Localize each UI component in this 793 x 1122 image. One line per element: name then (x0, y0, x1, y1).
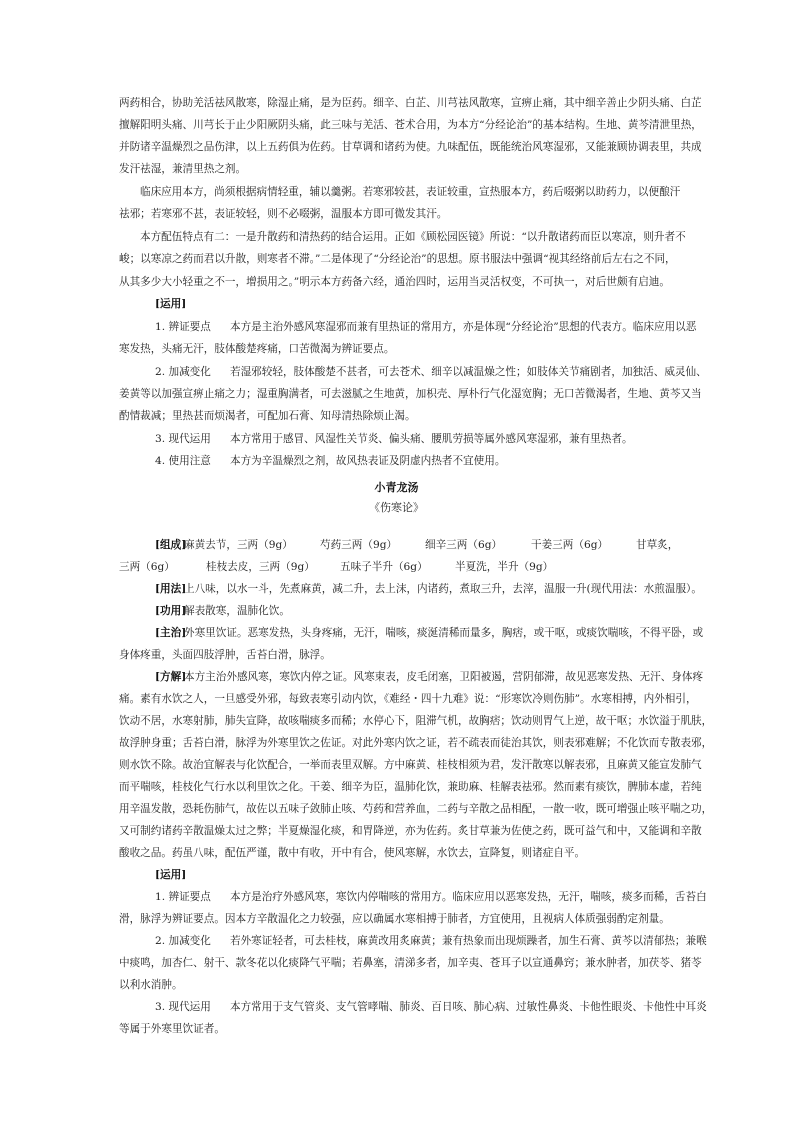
text-line: 擅解阳明头痛、川芎长于止少阳厥阴头痛，此三味与羌活、苍术合用，为本方“分经论治”的基本结构。生地、黄芩清泄里热， (119, 119, 702, 131)
usage-item: 1. 辨证要点 本方是主治外感风寒湿邪而兼有里热证的常用方，亦是体现“分经论治”思想的代表方。临床应用以恶 (0, 316, 793, 338)
text-line: 而平喘咳，桂枝化气行水以利里饮之化。干姜、细辛为臣，温肺化饮，兼助麻、桂解表祛邪。然而素有痰饮，脾肺本虚，若纯 (119, 781, 702, 793)
text-line: 临床应用本方，尚须根据病情轻重，辅以羹粥。若寒邪较甚，表证较重，宣热服本方，药后啜粥以助药力，以便酿汗 (140, 186, 681, 198)
formula-source: 《伤寒论》 (369, 501, 424, 514)
section-label-composition: [组成] (155, 539, 187, 551)
text-line: 中痰鸣，加杏仁、射干、款冬花以化痰降气平喘；若鼻塞，清涕多者，加辛夷、苍耳子以宣通鼻窍；兼水肿者，加茯苓、猪苓 (119, 957, 702, 969)
text-line: 等属于外寒里饮证者。 (119, 1023, 225, 1035)
usage-item-label: 2. 加减变化 (155, 366, 211, 378)
composition-row (0, 534, 793, 556)
text-line: 姜黄等以加强宣痹止痛之力；湿重胸满者，可去滋腻之生地黄，加枳壳、厚朴行气化湿宽胸；无口苦微渴者，生地、黄芩又当 (119, 388, 702, 400)
section-label-indication: [主治] (155, 627, 187, 639)
indication-line: [主治] 外寒里饮证。恶寒发热，头身疼痛，无汗，喘咳，痰涎清稀而量多，胸痞，或干呕，或痰饮喘咳，不得平卧，或 (0, 622, 793, 644)
usage-item-label: 1. 辨证要点 (155, 891, 211, 903)
formula-title: 小青龙汤 (374, 481, 419, 494)
text-line: 发汗祛湿，兼清里热之剂。 (119, 163, 247, 175)
section-heading-usage: [运用] (155, 869, 187, 881)
usage-item: 1. 辨证要点 本方是治疗外感风寒，寒饮内停喘咳的常用方。临床应用以恶寒发热，无汗，喘咳，痰多而稀，舌苔白 (0, 886, 793, 908)
text-line: 饮动不居，水寒射肺，肺失宣降，故咳喘痰多而稀；水停心下，阻滞气机，故胸痞；饮动则胃气上逆，故干呕；水饮溢于肌肤， (119, 715, 713, 727)
usage-item: 3. 现代运用 本方常用于感冒、风湿性关节炎、偏头痛、腰肌劳损等属外感风寒湿邪，兼有里热者。 (0, 428, 793, 450)
ingredient: 麻黄去节，三两（9g） (184, 539, 293, 551)
section-label-analysis: [方解] (155, 671, 187, 683)
usage-item-label: 3. 现代运用 (155, 1001, 211, 1013)
text-line: 本方配伍特点有二：一是升散药和清热药的结合运用。正如《顾松园医镜》所说：“以升散诸药而臣以寒凉，则升者不 (140, 231, 686, 243)
usage-item: 4. 使用注意 本方为辛温燥烈之剂，故风热表证及阴虚内热者不宜使用。 (0, 450, 793, 472)
text-line: 两药相合，协助羌活祛风散寒，除湿止痛，是为臣药。细辛、白芷、川芎祛风散寒，宣痹止痛，其中细辛善止少阴头痛、白芷 (119, 97, 702, 109)
usage-item: 3. 现代运用 本方常用于支气管炎、支气管哮喘、肺炎、百日咳、肺心病、过敏性鼻炎、卡他性眼炎、卡他性中耳炎 (0, 996, 793, 1018)
ingredient: 甘草炙， (636, 539, 679, 551)
function-line: [功用] 解表散寒，温肺化饮。 (0, 600, 793, 622)
text-line: 身体疼重，头面四肢浮肿，舌苔白滑，脉浮。 (119, 649, 331, 661)
text-line: 用辛温发散，恐耗伤肺气，故佐以五味子敛肺止咳、芍药和营养血，二药与辛散之品相配，一散一收，既可增强止咳平喘之功， (119, 803, 713, 815)
usage-item-label: 1. 辨证要点 (155, 321, 211, 333)
usage-item-label: 2. 加减变化 (155, 935, 211, 947)
text-line: 又可制约诸药辛散温燥太过之弊；半夏燥湿化痰，和胃降逆，亦为佐药。炙甘草兼为佐使之药，既可益气和中，又能调和辛散 (119, 825, 702, 837)
ingredient: 细辛三两（6g） (425, 539, 503, 551)
usage-item: 2. 加减变化 若湿邪较轻，肢体酸楚不甚者，可去苍术、细辛以减温燥之性；如肢体关节痛剧者，加独活、威灵仙、 (0, 361, 793, 383)
usage-item: 2. 加减变化 若外寒证轻者，可去桂枝，麻黄改用炙麻黄；兼有热象而出现烦躁者，加生石膏、黄芩以清郁热；兼喉 (0, 930, 793, 952)
text-line: 以利水消肿。 (119, 979, 183, 991)
text-line: 则水饮不除。故治宜解表与化饮配合，一举而表里双解。方中麻黄、桂枝相须为君，发汗散寒以解表邪，且麻黄又能宣发肺气 (119, 759, 702, 771)
text-line: 痛。素有水饮之人，一旦感受外邪，每致表寒引动内饮，《难经・四十九难》说：“形寒饮冷则伤肺”。水寒相搏，内外相引， (119, 693, 697, 705)
text-line: 祛邪；若寒邪不甚，表证较轻，则不必啜粥，温服本方即可微发其汗。 (119, 208, 448, 220)
text-line: 从其多少大小轻重之不一，增损用之。”明示本方药备六经，通治四时，运用当灵活权变，不可执一，对后世颇有启迪。 (119, 276, 670, 288)
section-label-method: [用法] (155, 583, 187, 595)
section-heading-usage: [运用] (155, 298, 187, 310)
composition-row (0, 556, 793, 578)
text-line: 寒发热，头痛无汗，肢体酸楚疼痛，口苦微渴为辨证要点。 (119, 343, 395, 355)
text-line: 酸收之品。药虽八味，配伍严谨，散中有收，开中有合，使风寒解，水饮去，宣降复，则诸症自平。 (119, 847, 586, 859)
ingredient: 桂枝去皮，三两（9g） (206, 561, 315, 573)
text-line: 故浮肿身重；舌苔白滑，脉浮为外寒里饮之佐证。对此外寒内饮之证，若不疏表而徒治其饮，则表邪难解；不化饮而专散表邪， (119, 737, 713, 749)
text-line: 并防诸辛温燥烈之品伤津，以上五药俱为佐药。甘草调和诸药为使。九味配伍，既能统治风寒湿邪，又能兼顾协调表里，共成 (119, 141, 702, 153)
method-line: [用法] 上八味，以水一斗，先煮麻黄，减二升，去上沫，内诸药，煮取三升，去滓，温服一升(现代用法：水煎温服）。 (0, 578, 793, 600)
analysis-line: [方解] 本方主治外感风寒，寒饮内停之证。风寒束表，皮毛闭塞，卫阳被遏，营阴郁滞，故见恶寒发热、无汗、身体疼 (0, 666, 793, 688)
usage-item-label: 4. 使用注意 (155, 455, 211, 467)
text-line: 滑，脉浮为辨证要点。因本方辛散温化之力较强，应以确属水寒相搏于肺者，方宜使用，且视病人体质强弱酌定剂量。 (119, 913, 670, 925)
ingredient: 半夏洗，半升（9g） (455, 561, 554, 573)
ingredient: 五味子半升（6g） (340, 561, 428, 573)
ingredient: 芍药三两（9g） (320, 539, 398, 551)
usage-item-label: 3. 现代运用 (155, 433, 211, 445)
ingredient: 三两（6g） (119, 561, 175, 573)
text-line: 酌情裁减；里热甚而烦渴者，可配加石膏、知母清热除烦止渴。 (119, 410, 416, 422)
text-line: 峻；以寒凉之药而君以升散，则寒者不滞。”二是体现了“分经论治”的思想。原书服法中强调“视其经络前后左右之不同， (119, 253, 676, 265)
ingredient: 干姜三两（6g） (531, 539, 609, 551)
section-label-function: [功用] (155, 605, 187, 617)
